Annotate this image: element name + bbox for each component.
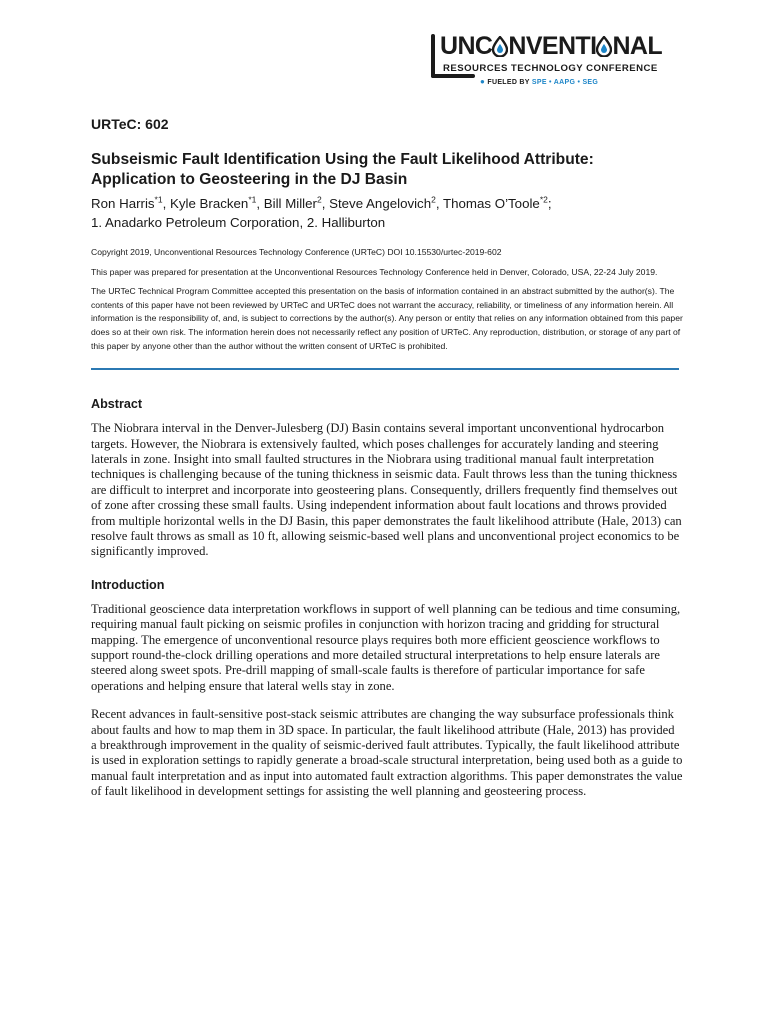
presentation-note: This paper was prepared for presentation at the Unconventional Resources Technology Conference held in Denver, Colorado, USA, 22-24 July 2019. [91,266,658,277]
logo-fueled-by [480,77,598,86]
sponsor-orgs: SPE • AAPG • SEG [531,79,599,86]
introduction-paragraph: Recent advances in fault-sensitive post-stack seismic attributes are changing the way subsurface professionals think about faults and how to map them in 3D space. In particular, the fault likelihood attribute (Hale, 2013) has provided a breakthrough improvement in the quality of seismic-derived fault attributes. Typically, the fault likelihood attribute is used in exploration settings to rapidly generate a broad-scale structural interpretation, being used both as a guide to manual fault interpretation and as input into automated fault extraction algorithms. This paper demonstrates the value of fault likelihood in development settings for assisting the well planning and geosteering process. [91,707,683,799]
author-list [91,194,683,213]
author-separator: , [321,196,330,211]
author-name: Thomas O’Toole [443,196,540,211]
logo-wordmark [440,32,662,61]
logo-wordmark-part2: NVENTI [508,32,597,60]
introduction-paragraph: Traditional geoscience data interpretation workflows in support of well planning can be tedious and time consuming, requiring manual fault picking on seismic profiles in conjunction with horizon tracing and gridding for structural mapping. The emergence of unconventional resource plays requires both more efficient geoscience workflows to support round-the-clock drilling operations and more detailed structural interpretations to help ensure laterals are steered along sweet spots. Pre-drill mapping of small-scale faults is therefore of particular importance for safe operations and helping ensure that lateral wells stay in zone. [91,601,681,693]
author-separator: ; [547,196,552,211]
oil-drop-icon [596,36,612,57]
author-affiliation-mark: *1 [248,194,257,205]
fueled-by-icon: ● [480,77,486,86]
author-affiliation-mark: 2 [431,194,436,205]
author-name: Kyle Bracken [169,196,249,211]
introduction-heading: Introduction [91,577,165,592]
author-name: Steve Angelovich [329,196,432,211]
paper-content [91,116,683,800]
fueled-by-label: FUELED BY [487,79,530,86]
affiliations: 1. Anadarko Petroleum Corporation, 2. Halliburton [91,215,386,230]
author-name: Bill Miller [263,196,317,211]
author-separator: , [435,196,443,211]
section-divider [91,368,679,370]
author-affiliation-mark: *2 [539,194,548,205]
author-affiliation-mark: 2 [316,194,322,205]
author-name: Ron Harris [91,196,155,211]
author-separator: , [162,196,170,211]
paper-id: URTeC: 602 [91,116,169,132]
logo-wordmark-part3: NAL [612,32,663,60]
logo-frame-base [431,74,475,78]
logo-wordmark-part1: UNC [440,32,493,60]
logo-frame-bracket [431,34,435,78]
copyright-notice: Copyright 2019, Unconventional Resources Technology Conference (URTeC) DOI 10.15530/urtec-2019-602 [91,247,502,257]
paper-title [91,150,683,190]
author-separator: , [256,196,264,211]
author-affiliation-mark: *1 [154,194,163,205]
logo-subtitle: RESOURCES TECHNOLOGY CONFERENCE [443,63,658,74]
oil-drop-icon [492,36,508,57]
paper-title-line2: Application to Geosteering in the DJ Basin [91,171,408,188]
disclaimer: The URTeC Technical Program Committee accepted this presentation on the basis of information contained in an abstract submitted by the author(s). The contents of this paper have not been reviewed by URTeC and URTeC does not warrant the accuracy, reliability, or timeliness of any information herein. All information is the responsibility of, and, is subject to corrections by the author(s). Any person or entity that relies on any information obtained from this paper does so at their own risk. The information herein does not necessarily reflect any position of URTeC. Any reproduction, distribution, or storage of any part of this paper by anyone other than the author without the written consent of URTeC is prohibited. [91,286,683,351]
paper-title-line1: Subseismic Fault Identification Using the Fault Likelihood Attribute: [91,151,594,168]
front-matter-notes [91,246,683,353]
conference-logo [428,30,676,90]
abstract-heading: Abstract [91,397,143,412]
abstract-text: The Niobrara interval in the Denver-Julesberg (DJ) Basin contains several important unconventional hydrocarbon targets. However, the Niobrara is extensively faulted, which poses challenges for accurately landing and steering laterals in zone. Insight into small faulted structures in the Niobrara using traditional manual fault interpretation techniques is challenging because of the tuning thickness in seismic data. Fault throws less than the tuning thickness are difficult to interpret and incorporate into geosteering plans. Consequently, drillers frequently find themselves out of zone after crossing these small faults. Using independent information about fault locations and throws provided from multiple horizontal wells in the DJ Basin, this paper demonstrates the fault likelihood attribute (Hale, 2013) can resolve fault throws as small as 10 ft, allowing seismic-based well plans and unconventional project economics to be significantly improved. [91,421,682,559]
